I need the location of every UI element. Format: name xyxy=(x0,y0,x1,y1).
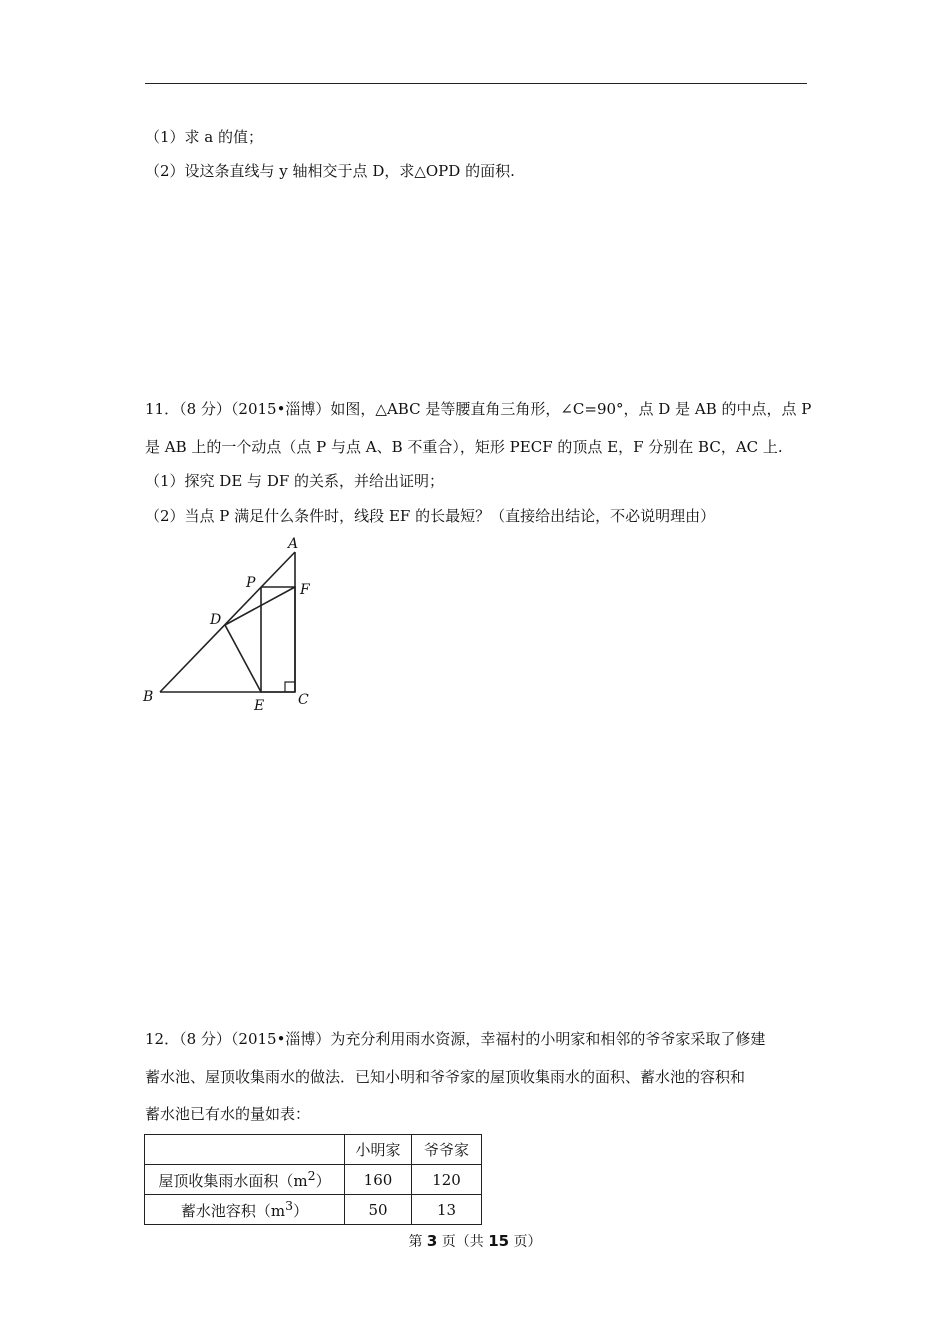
header-rule xyxy=(145,83,807,84)
label-D: D xyxy=(210,612,222,628)
question-10-part-1: （1）求 a 的值； xyxy=(145,128,264,146)
label-P: P xyxy=(246,575,256,591)
question-12-line-1: 12．（8 分）（2015•淄博）为充分利用雨水资源，幸福村的小明家和相邻的爷爷家采取了修建 xyxy=(145,1030,766,1048)
segment-DE xyxy=(225,625,261,692)
label-F: F xyxy=(300,582,310,598)
table-cell: 50 xyxy=(345,1195,412,1225)
table-cell: 160 xyxy=(345,1165,412,1195)
question-11-part-2: （2）当点 P 满足什么条件时，线段 EF 的长最短？（直接给出结论，不必说明理由） xyxy=(145,507,716,525)
table-header-cell: 爷爷家 xyxy=(412,1135,482,1165)
question-11-part-1: （1）探究 DE 与 DF 的关系，并给出证明； xyxy=(145,472,445,490)
table-header-cell: 小明家 xyxy=(345,1135,412,1165)
label-C: C xyxy=(298,692,309,708)
question-10-part-2: （2）设这条直线与 y 轴相交于点 D，求△OPD 的面积. xyxy=(145,162,515,180)
table-row-label: 蓄水池容积$(m^3)$ xyxy=(145,1195,345,1225)
table-header-cell xyxy=(145,1135,345,1165)
table-row-label: 屋顶收集雨水面积$(m^2)$ xyxy=(145,1165,345,1195)
question-12-line-2: 蓄水池、屋顶收集雨水的做法．已知小明和爷爷家的屋顶收集雨水的面积、蓄水池的容积和 xyxy=(145,1068,746,1086)
page-number: 3 xyxy=(426,1232,438,1250)
triangle-figure xyxy=(140,532,330,717)
right-angle-mark xyxy=(285,682,295,692)
segment-DF xyxy=(225,587,295,625)
question-11-line-2: 是 AB 上的一个动点（点 P 与点 A、B 不重合），矩形 PECF 的顶点 E，F 分别在 BC，AC 上. xyxy=(145,438,783,456)
table-cell: 120 xyxy=(412,1165,482,1195)
label-A: A xyxy=(288,536,299,552)
page-total: 15 xyxy=(488,1232,510,1250)
question-12-line-3: 蓄水池已有水的量如表： xyxy=(145,1105,311,1123)
label-B: B xyxy=(143,689,154,705)
segment-BA xyxy=(160,552,295,692)
table-cell: 13 xyxy=(412,1195,482,1225)
table-row xyxy=(145,1195,482,1225)
table-row xyxy=(145,1165,482,1195)
table-header-row xyxy=(145,1135,482,1165)
label-E: E xyxy=(254,698,265,714)
page-footer: 第 3 页（共 15 页） xyxy=(408,1232,542,1250)
rainwater-table xyxy=(144,1134,482,1225)
question-11-line-1: 11．（8 分）（2015•淄博）如图，△ABC 是等腰直角三角形，∠C=90°，点 D 是 AB 的中点，点 P xyxy=(145,400,812,418)
